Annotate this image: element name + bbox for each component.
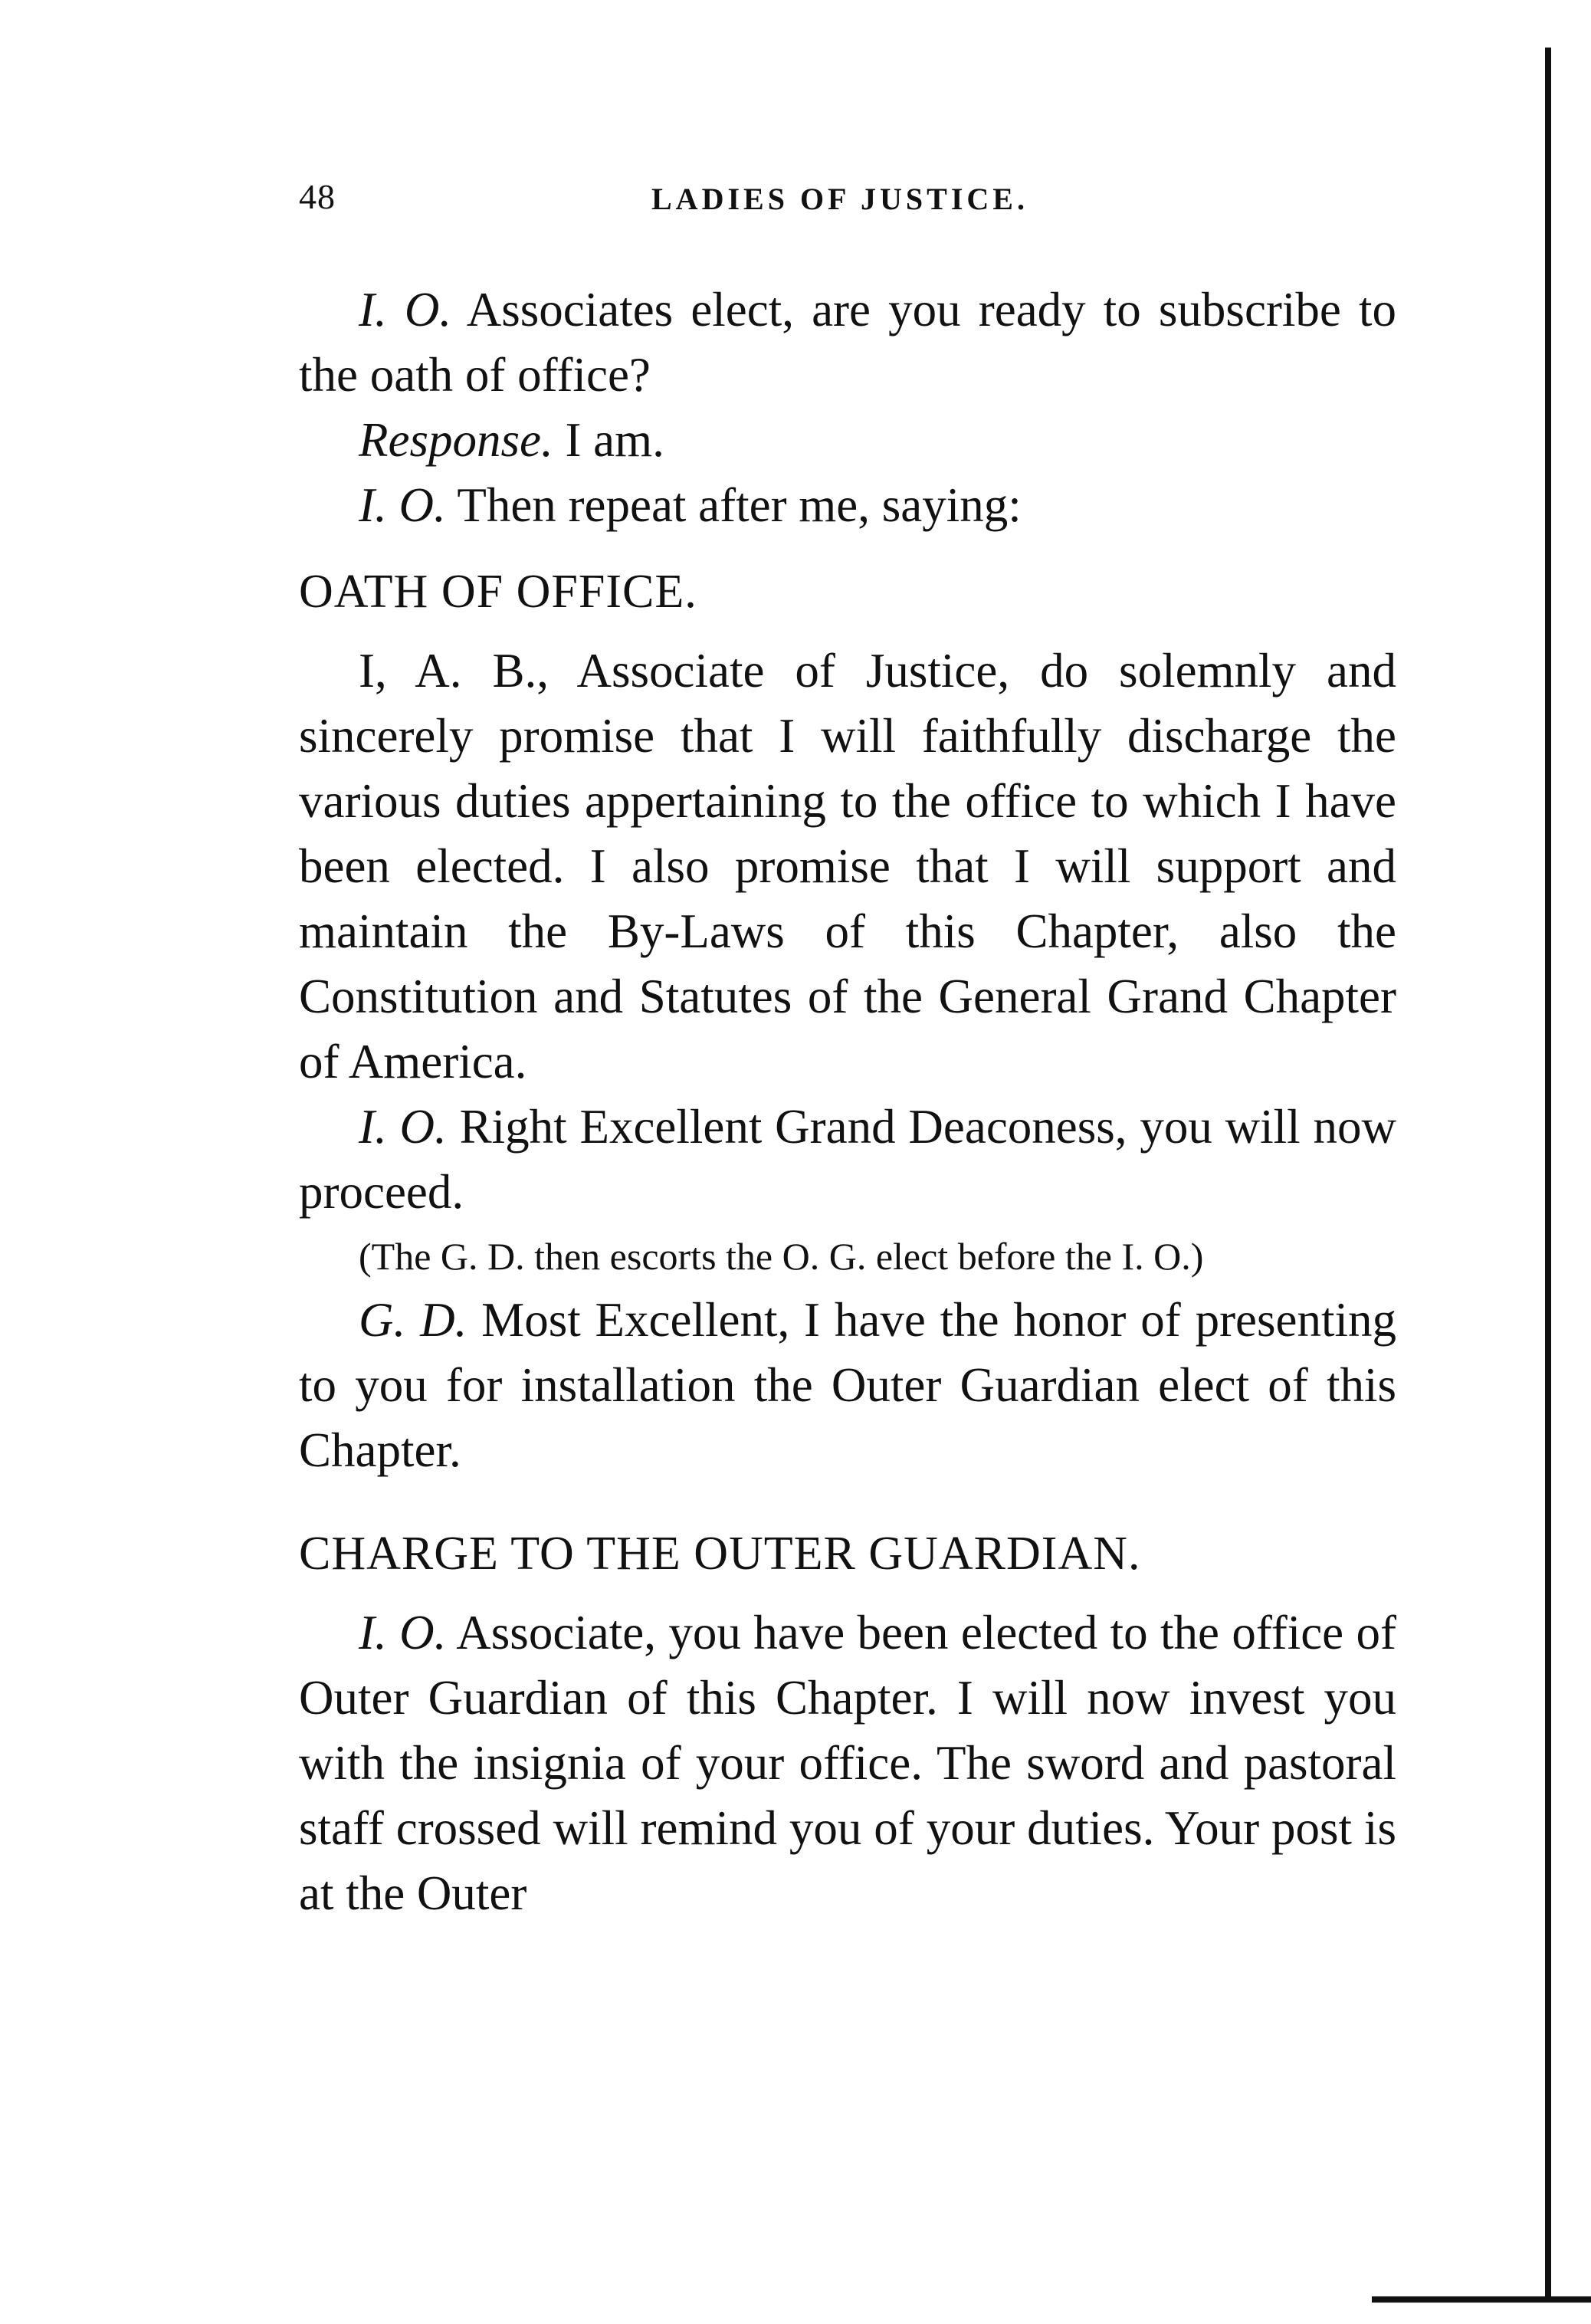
- page-number: 48: [299, 177, 336, 216]
- speaker-label: Response.: [359, 413, 553, 467]
- paragraph-response: [299, 408, 1396, 473]
- speaker-label: I. O.: [359, 1100, 447, 1154]
- paragraph-io-proceed: [299, 1095, 1396, 1225]
- paragraph-text: I am.: [553, 413, 664, 467]
- paragraph-text: Right Excellent Grand Deaconess, you will now proceed.: [299, 1100, 1396, 1219]
- paragraph-io-question: [299, 277, 1396, 408]
- heading-charge-outer-guardian: CHARGE TO THE OUTER GUARDIAN.: [299, 1528, 1141, 1580]
- paragraph-gd-presenting: [299, 1288, 1396, 1483]
- running-title: LADIES OF JUSTICE.: [651, 182, 1028, 216]
- paragraph-text: Most Excellent, I have the honor of presenting to you for installation the Outer Guardian elect of this Chapter.: [299, 1293, 1396, 1477]
- heading-oath-of-office: OATH OF OFFICE.: [299, 566, 697, 618]
- speaker-label: G. D.: [359, 1293, 467, 1347]
- page-body: [299, 277, 1396, 1926]
- speaker-label: I. O.: [359, 1606, 447, 1659]
- speaker-label: I. O.: [359, 283, 452, 336]
- paragraph-oath: I, A. B., Associate of Justice, do solemnly and sincerely promise that I will faithfully discharge the various duties appertaining to the office to which I have been elected. I also promise that I will support and maintain the By-Laws of this Chapter, also the Constitution and Statutes of the General Grand Chapter of America.: [299, 644, 1396, 1088]
- page-edge-horizontal-rule: [1372, 2296, 1591, 2303]
- page-edge-vertical-rule: [1545, 48, 1551, 2301]
- paragraph-text: Associate, you have been elected to the office of Outer Guardian of this Chapter. I will now invest you with the insignia of your office. The sword and pastoral staff crossed will remind you of your duties. Your post is at the Outer: [299, 1606, 1396, 1920]
- paragraph-io-repeat: [299, 473, 1396, 538]
- paragraph-io-charge: [299, 1600, 1396, 1926]
- speaker-label: I. O.: [359, 478, 446, 532]
- paragraph-text: Then repeat after me, saying:: [445, 478, 1022, 532]
- running-header: [299, 176, 1494, 230]
- paragraph-text: Associates elect, are you ready to subscribe to the oath of office?: [299, 283, 1396, 402]
- stage-direction: (The G. D. then escorts the O. G. elect before the I. O.): [359, 1235, 1204, 1278]
